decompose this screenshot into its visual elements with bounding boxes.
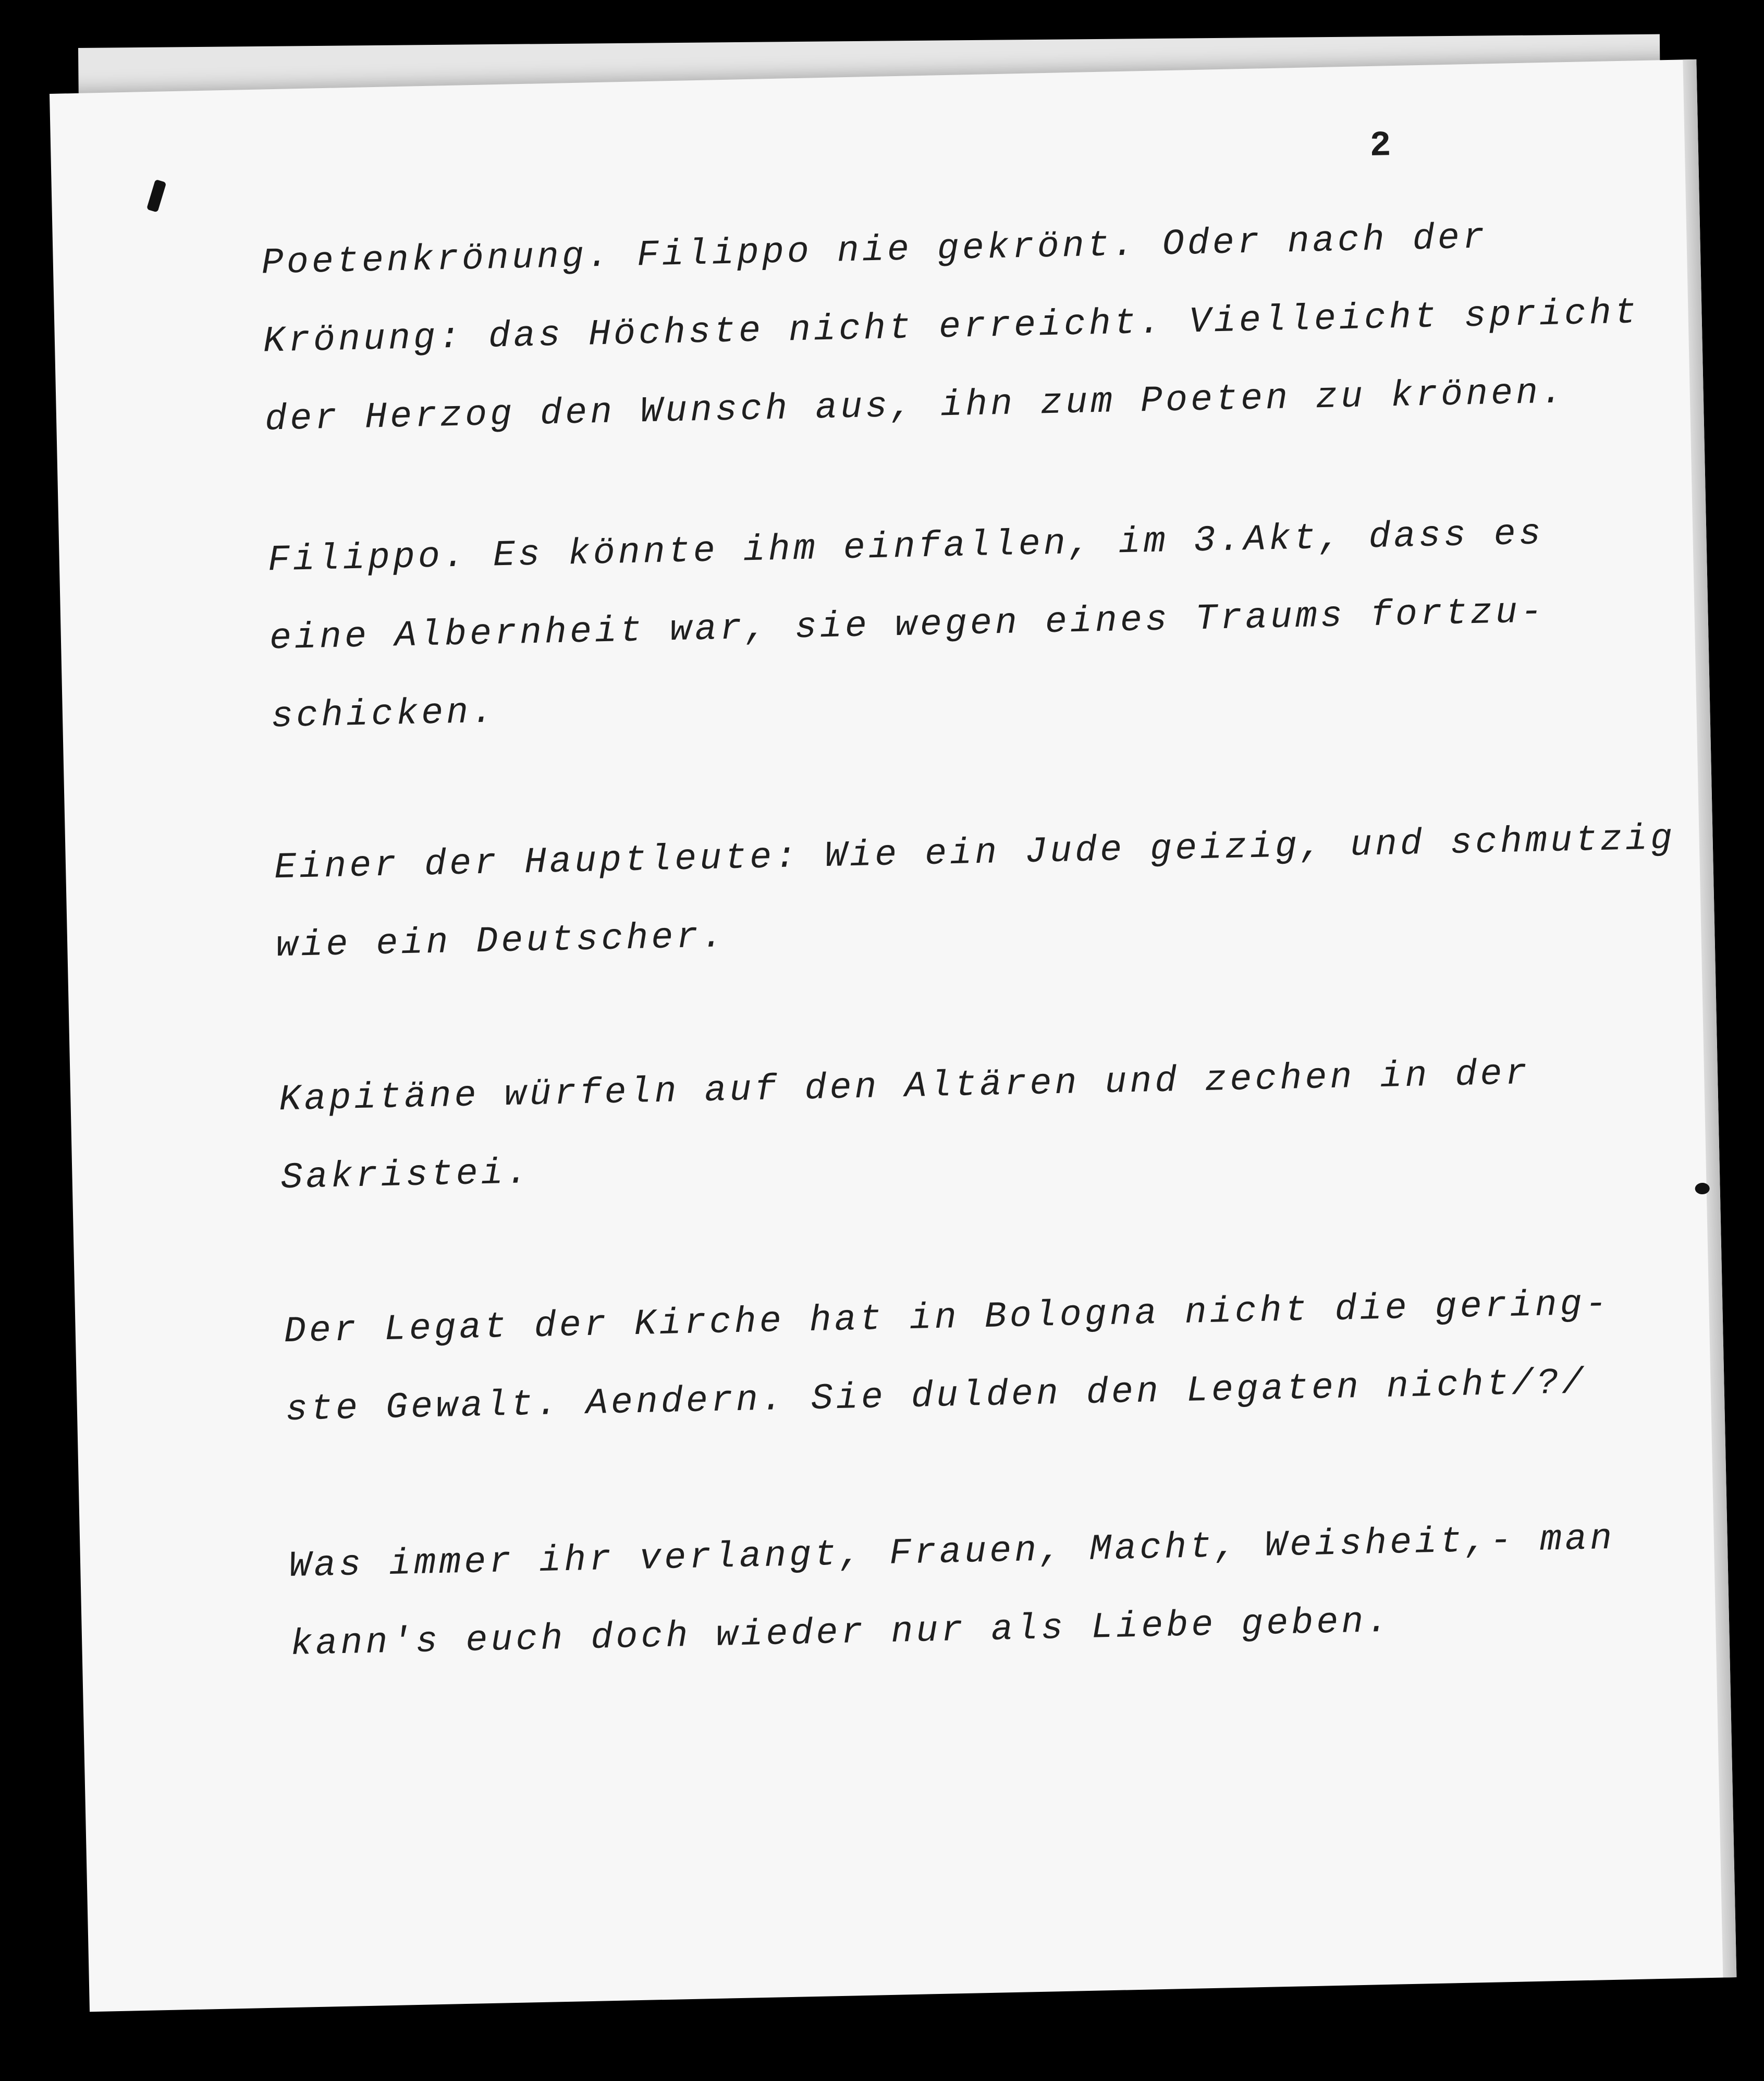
paragraph xyxy=(283,1265,1642,1450)
ink-mark xyxy=(146,179,166,213)
text-line: Poetenkrönung. Filippo nie gekrönt. Oder nach der xyxy=(261,217,1488,285)
text-line: ste Gewalt. Aendern. Sie dulden den Legaten nicht/?/ xyxy=(285,1362,1587,1431)
text-line: eine Albernheit war, sie wegen eines Traums fortzu- xyxy=(269,592,1546,660)
paragraph xyxy=(278,1033,1637,1218)
paragraph xyxy=(267,494,1627,756)
text-line: schicken. xyxy=(271,692,497,738)
text-line: wie ein Deutscher. xyxy=(275,916,727,968)
page-edge xyxy=(1683,59,1736,1978)
text-line: Einer der Hauptleute: Wie ein Jude geizig, und schmutzig xyxy=(274,818,1676,889)
text-line: der Herzog den Wunsch aus, ihn zum Poeten zu krönen. xyxy=(264,372,1566,441)
text-line: Kapitäne würfeln auf den Altären und zechen in der xyxy=(278,1053,1531,1121)
text-line: Sakristei. xyxy=(280,1153,532,1199)
text-line: Was immer ihr verlangt, Frauen, Macht, Weisheit,- man xyxy=(288,1518,1615,1587)
text-line: Krönung: das Höchste nicht erreicht. Vielleicht spricht xyxy=(263,292,1640,363)
typewritten-page xyxy=(50,59,1736,2012)
text-line: Filippo. Es könnte ihm einfallen, im 3.Akt, dass es xyxy=(267,513,1545,582)
text-line: Der Legat der Kirche hat in Bologna nicht die gering- xyxy=(284,1283,1611,1353)
paragraph xyxy=(274,801,1676,986)
text-line: kann's euch doch wieder nur als Liebe geben. xyxy=(290,1601,1392,1666)
page-number: 2 xyxy=(1369,126,1392,166)
paragraph xyxy=(261,197,1640,459)
paragraph xyxy=(288,1500,1647,1684)
